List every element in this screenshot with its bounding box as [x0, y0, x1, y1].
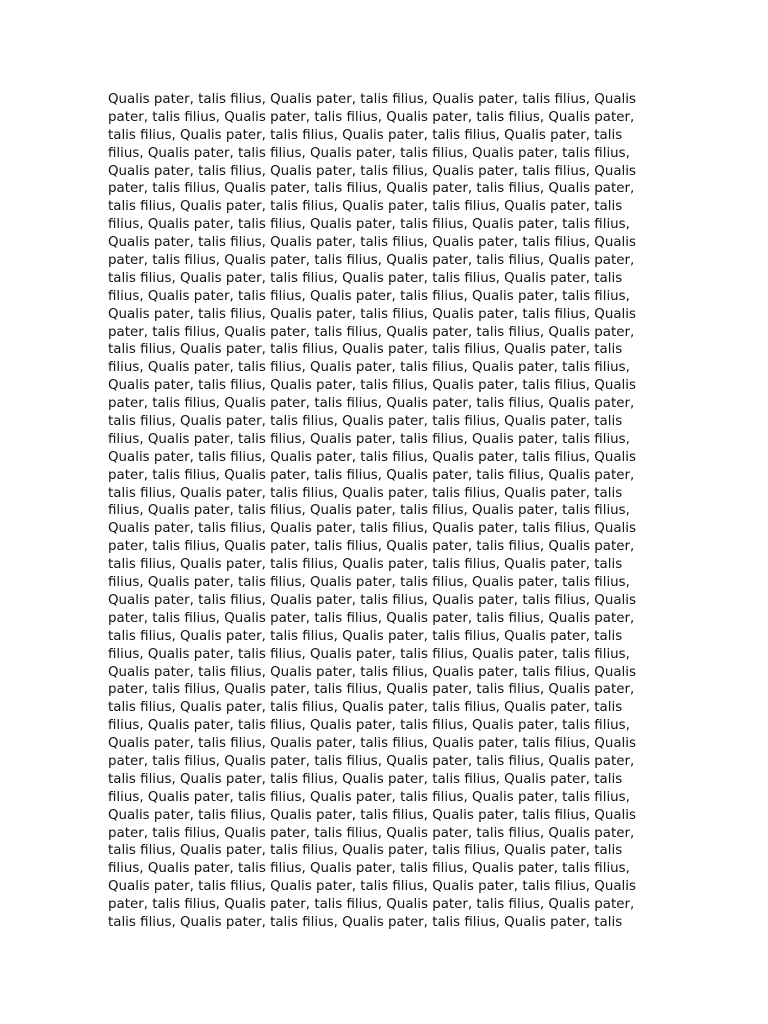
- text-line: filius, Qualis pater, talis filius, Qualis pater, talis filius, Qualis pater, talis filius,: [108, 575, 630, 591]
- text-line: Qualis pater, talis filius, Qualis pater, talis filius, Qualis pater, talis filius, Qualis: [108, 807, 636, 823]
- text-line: pater, talis filius, Qualis pater, talis filius, Qualis pater, talis filius, Qualis pater,: [108, 396, 635, 412]
- text-line: filius, Qualis pater, talis filius, Qualis pater, talis filius, Qualis pater, talis filius,: [108, 217, 630, 233]
- text-line: Qualis pater, talis filius, Qualis pater, talis filius, Qualis pater, talis filius, Qualis: [108, 235, 636, 251]
- text-line: talis filius, Qualis pater, talis filius, Qualis pater, talis filius, Qualis pater, talis: [108, 628, 623, 644]
- text-line: Qualis pater, talis filius, Qualis pater, talis filius, Qualis pater, talis filius, Qualis: [108, 521, 636, 537]
- text-line: talis filius, Qualis pater, talis filius, Qualis pater, talis filius, Qualis pater, talis: [108, 127, 623, 143]
- text-line: Qualis pater, talis filius, Qualis pater, talis filius, Qualis pater, talis filius, Qualis: [108, 449, 636, 465]
- text-line: Qualis pater, talis filius, Qualis pater, talis filius, Qualis pater, talis filius, Qualis: [108, 306, 636, 322]
- text-line: talis filius, Qualis pater, talis filius, Qualis pater, talis filius, Qualis pater, talis: [108, 771, 623, 787]
- body-text: [108, 91, 668, 932]
- text-line: pater, talis filius, Qualis pater, talis filius, Qualis pater, talis filius, Qualis pater,: [108, 467, 635, 483]
- text-line: talis filius, Qualis pater, talis filius, Qualis pater, talis filius, Qualis pater, talis: [108, 342, 623, 358]
- text-line: pater, talis filius, Qualis pater, talis filius, Qualis pater, talis filius, Qualis pater,: [108, 253, 635, 269]
- text-line: Qualis pater, talis filius, Qualis pater, talis filius, Qualis pater, talis filius, Qualis: [108, 163, 636, 179]
- text-line: Qualis pater, talis filius, Qualis pater, talis filius, Qualis pater, talis filius, Qualis: [108, 664, 636, 680]
- text-line: Qualis pater, talis filius, Qualis pater, talis filius, Qualis pater, talis filius, Qualis: [108, 378, 636, 394]
- text-line: filius, Qualis pater, talis filius, Qualis pater, talis filius, Qualis pater, talis filius,: [108, 861, 630, 877]
- text-line: Qualis pater, talis filius, Qualis pater, talis filius, Qualis pater, talis filius, Qualis: [108, 879, 636, 895]
- text-line: filius, Qualis pater, talis filius, Qualis pater, talis filius, Qualis pater, talis filius,: [108, 646, 630, 662]
- text-line: talis filius, Qualis pater, talis filius, Qualis pater, talis filius, Qualis pater, talis: [108, 199, 623, 215]
- text-line: pater, talis filius, Qualis pater, talis filius, Qualis pater, talis filius, Qualis pater,: [108, 181, 635, 197]
- text-line: talis filius, Qualis pater, talis filius, Qualis pater, talis filius, Qualis pater, talis: [108, 914, 623, 930]
- text-line: filius, Qualis pater, talis filius, Qualis pater, talis filius, Qualis pater, talis filius,: [108, 503, 630, 519]
- text-line: pater, talis filius, Qualis pater, talis filius, Qualis pater, talis filius, Qualis pater,: [108, 610, 635, 626]
- text-line: Qualis pater, talis filius, Qualis pater, talis filius, Qualis pater, talis filius, Qualis: [108, 592, 636, 608]
- text-line: filius, Qualis pater, talis filius, Qualis pater, talis filius, Qualis pater, talis filius,: [108, 288, 630, 304]
- text-line: filius, Qualis pater, talis filius, Qualis pater, talis filius, Qualis pater, talis filius,: [108, 145, 630, 161]
- text-line: talis filius, Qualis pater, talis filius, Qualis pater, talis filius, Qualis pater, talis: [108, 700, 623, 716]
- text-line: talis filius, Qualis pater, talis filius, Qualis pater, talis filius, Qualis pater, talis: [108, 557, 623, 573]
- text-line: filius, Qualis pater, talis filius, Qualis pater, talis filius, Qualis pater, talis filius,: [108, 360, 630, 376]
- text-line: pater, talis filius, Qualis pater, talis filius, Qualis pater, talis filius, Qualis pater,: [108, 324, 635, 340]
- text-line: Qualis pater, talis filius, Qualis pater, talis filius, Qualis pater, talis filius, Qualis: [108, 736, 636, 752]
- text-line: pater, talis filius, Qualis pater, talis filius, Qualis pater, talis filius, Qualis pater,: [108, 109, 635, 125]
- text-line: talis filius, Qualis pater, talis filius, Qualis pater, talis filius, Qualis pater, talis: [108, 414, 623, 430]
- text-line: filius, Qualis pater, talis filius, Qualis pater, talis filius, Qualis pater, talis filius,: [108, 431, 630, 447]
- text-line: filius, Qualis pater, talis filius, Qualis pater, talis filius, Qualis pater, talis filius,: [108, 789, 630, 805]
- text-line: pater, talis filius, Qualis pater, talis filius, Qualis pater, talis filius, Qualis pater,: [108, 897, 635, 913]
- text-line: talis filius, Qualis pater, talis filius, Qualis pater, talis filius, Qualis pater, talis: [108, 843, 623, 859]
- text-line: pater, talis filius, Qualis pater, talis filius, Qualis pater, talis filius, Qualis pater,: [108, 825, 635, 841]
- text-line: talis filius, Qualis pater, talis filius, Qualis pater, talis filius, Qualis pater, talis: [108, 485, 623, 501]
- text-line: talis filius, Qualis pater, talis filius, Qualis pater, talis filius, Qualis pater, talis: [108, 270, 623, 286]
- text-line: pater, talis filius, Qualis pater, talis filius, Qualis pater, talis filius, Qualis pater,: [108, 539, 635, 555]
- text-line: filius, Qualis pater, talis filius, Qualis pater, talis filius, Qualis pater, talis filius,: [108, 718, 630, 734]
- text-line: Qualis pater, talis filius, Qualis pater, talis filius, Qualis pater, talis filius, Qualis: [108, 92, 636, 107]
- text-line: pater, talis filius, Qualis pater, talis filius, Qualis pater, talis filius, Qualis pater,: [108, 682, 635, 698]
- text-line: pater, talis filius, Qualis pater, talis filius, Qualis pater, talis filius, Qualis pater,: [108, 753, 635, 769]
